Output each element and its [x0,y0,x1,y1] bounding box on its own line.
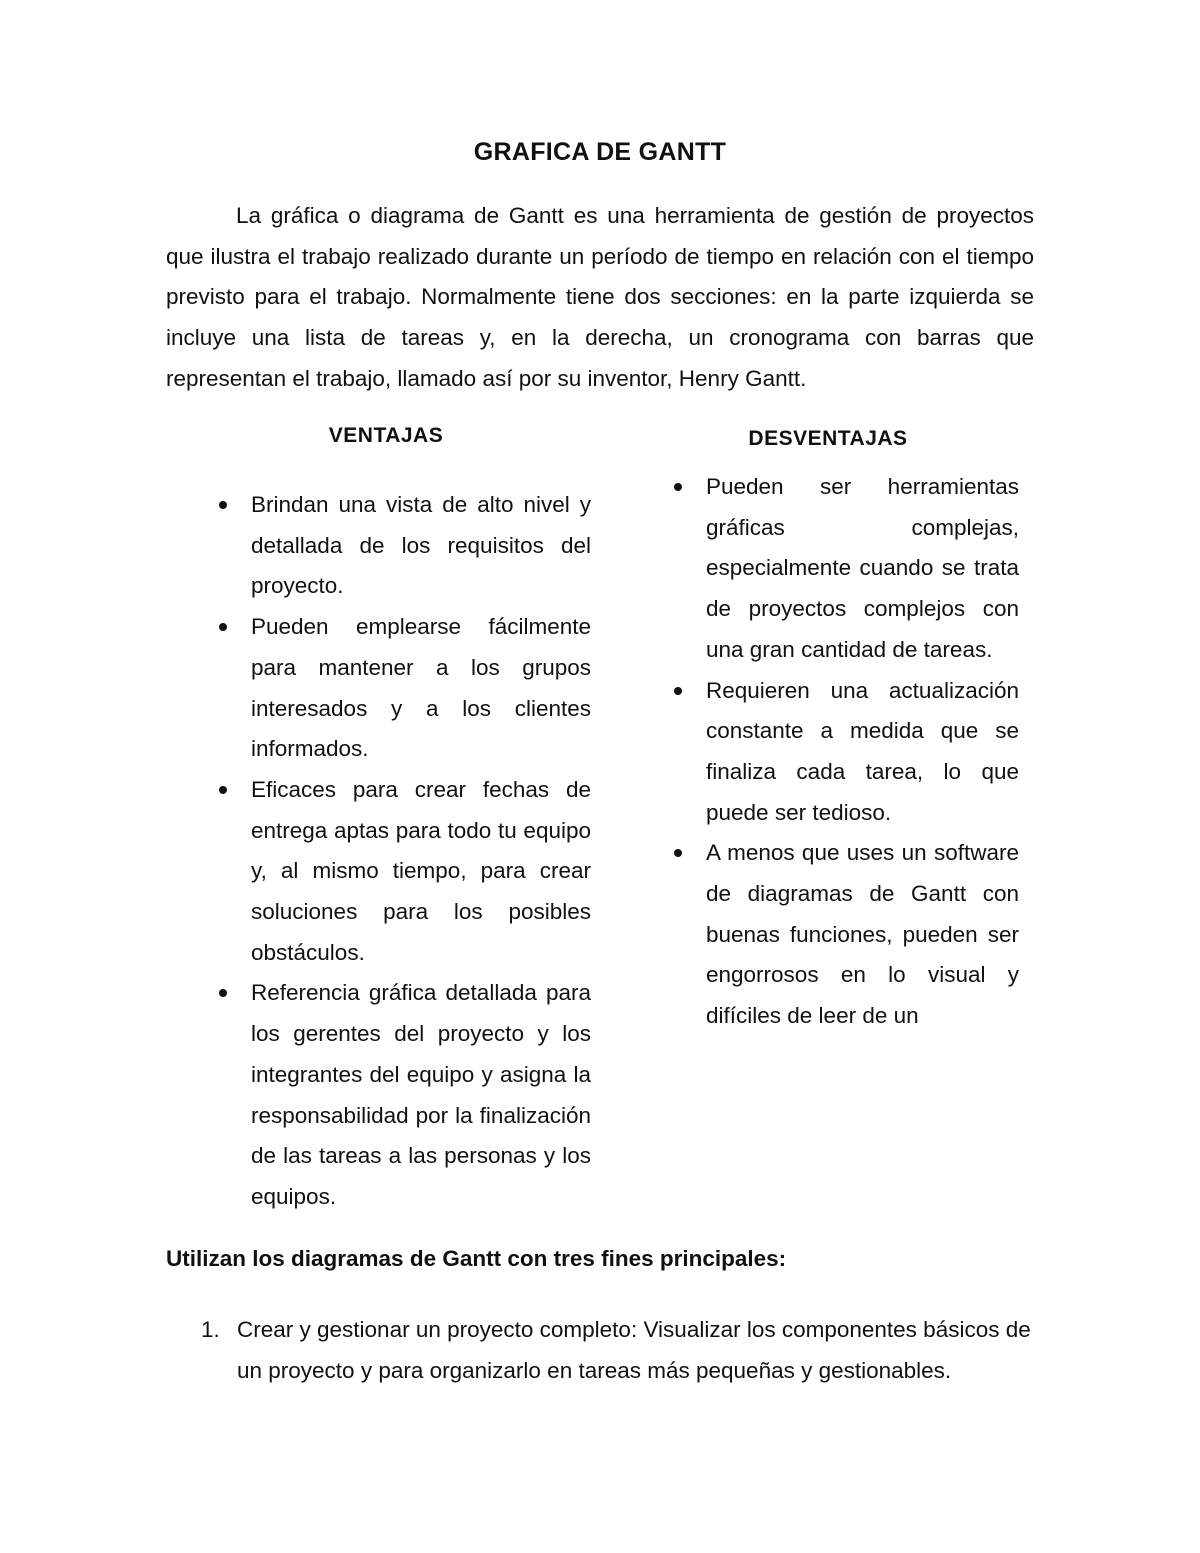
intro-paragraph: La gráfica o diagrama de Gantt es una herramienta de gestión de proyectos que ilustra el trabajo realizado durante un período de tiempo en relación con el tiempo previsto para el trabajo. Normalmente tiene dos secciones: en la parte izquierda se incluye una lista de tareas y, en la derecha, un cronograma con barras que representan el trabajo, llamado así por su inventor, Henry Gantt. [166,203,1034,391]
bullet-icon [674,483,682,491]
bullet-icon [219,501,227,509]
bullet-icon [674,687,682,695]
bullet-icon [219,623,227,631]
ventajas-heading: VENTAJAS [328,424,444,447]
desventajas-heading: DESVENTAJAS [748,427,908,450]
bullet-icon [219,786,227,794]
ventajas-item [251,770,591,974]
desventajas-item-text: Pueden ser herramientas gráficas complejas, especialmente cuando se trata de proyectos complejos con una gran cantidad de tareas. [706,474,1019,662]
bullet-icon [674,849,682,857]
desventajas-list [706,467,1019,1037]
ventajas-item [251,485,591,607]
desventajas-item [706,467,1019,671]
ventajas-item-text: Eficaces para crear fechas de entrega aptas para todo tu equipo y, al mismo tiempo, para crear soluciones para los posibles obstáculos. [251,776,591,965]
ventajas-item-text: Brindan una vista de alto nivel y detallada de los requisitos del proyecto. [251,492,591,599]
bullet-icon [219,989,227,997]
ventajas-item-text: Pueden emplearse fácilmente para mantener a los grupos interesados y a los clientes informados. [251,614,591,762]
uses-item-text: Crear y gestionar un proyecto completo: Visualizar los componentes básicos de un proyecto y para organizarlo en tareas más pequeñas y gestionables. [237,1317,1031,1383]
ventajas-item-text: Referencia gráfica detallada para los gerentes del proyecto y los integrantes del equipo y asigna la responsabilidad por la finalización de las tareas a las personas y los equipos. [251,980,591,1209]
desventajas-item [706,671,1019,834]
document-title: GRAFICA DE GANTT [473,138,727,166]
ventajas-list [251,485,591,1218]
desventajas-item [706,833,1019,1037]
desventajas-item-text: A menos que uses un software de diagramas de Gantt con buenas funciones, pueden ser engorrosos en lo visual y difíciles de leer de un [706,840,1019,1029]
ventajas-item [251,973,591,1217]
uses-item [201,1310,1037,1391]
uses-list [201,1310,1037,1391]
desventajas-item-text: Requieren una actualización constante a medida que se finaliza cada tarea, lo que puede ser tedioso. [706,677,1019,825]
uses-heading: Utilizan los diagramas de Gantt con tres fines principales: [166,1246,787,1271]
ventajas-item [251,607,591,770]
uses-item-number: 1. [201,1317,220,1342]
